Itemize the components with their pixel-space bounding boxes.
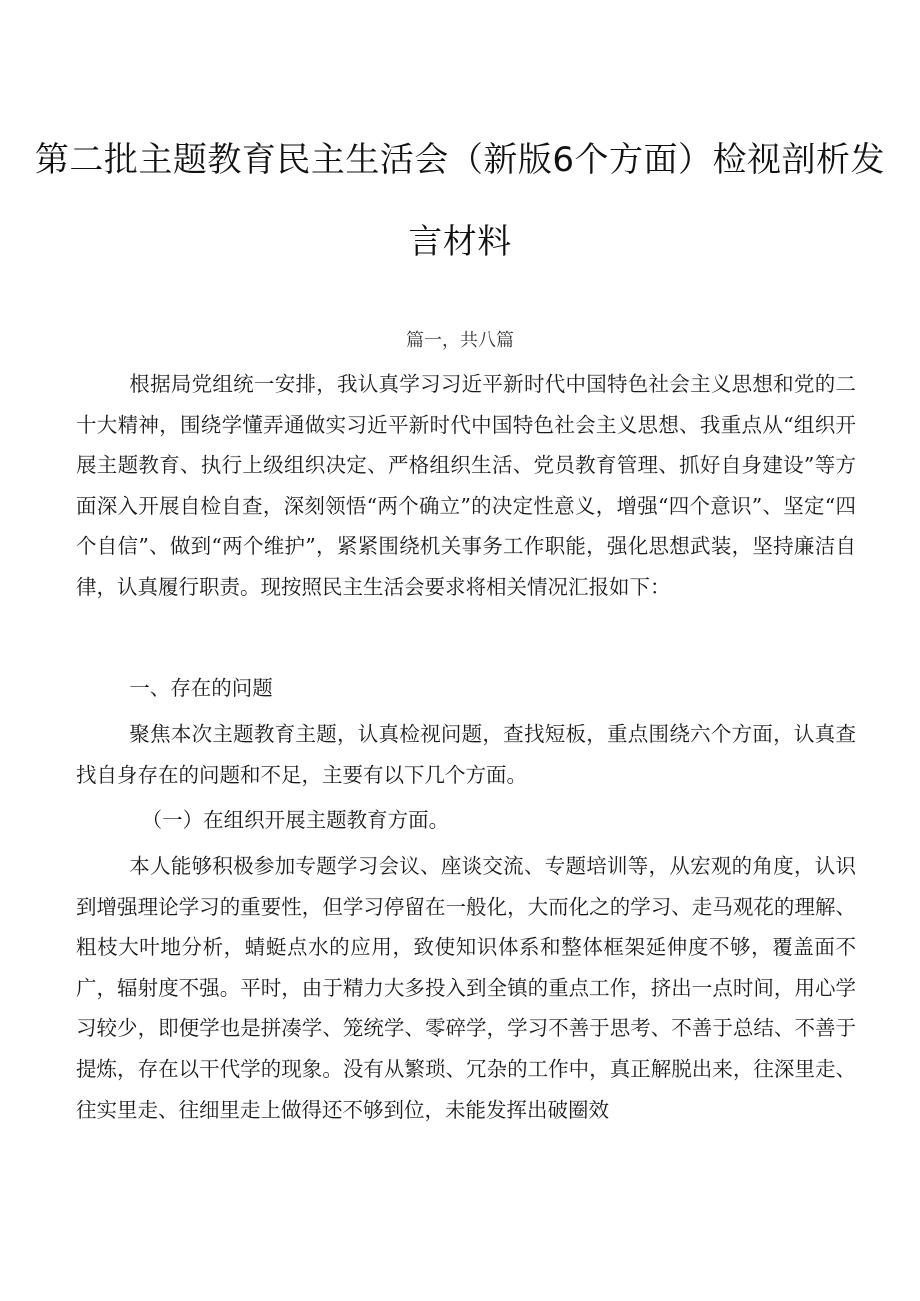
paragraph-intro: 根据局党组统一安排，我认真学习习近平新时代中国特色社会主义思想和党的二十大精神，围绕学懂弄通做实习近平新时代中国特色社会主义思想、我重点从“组织开展主题教育、执行上级组织决定、严格组织生活、党员教育管理、抓好自身建设”等方面深入开展自检自查，深刻领悟“两个确立”的决定性意义，增强“四个意识”、坚定“四个自信”、做到“两个维护”，紧紧围绕机关事务工作职能，强化思想武装，坚持廉洁自律，认真履行职责。现按照民主生活会要求将相关情况汇报如下：	[76, 372, 856, 599]
paragraph-detail-block	[76, 846, 856, 1130]
document-title-line-2: 言材料	[408, 222, 512, 262]
section-heading-block	[76, 668, 856, 709]
paragraph-detail: 本人能够积极参加专题学习会议、座谈交流、专题培训等，从宏观的角度，认识到增强理论学习的重要性，但学习停留在一般化，大而化之的学习、走马观花的理解、粗枝大叶地分析，蜻蜓点水的应用，致使知识体系和整体框架延伸度不够，覆盖面不广，辐射度不强。平时，由于精力大多投入到全镇的重点工作，挤出一点时间，用心学习较少，即便学也是拼凑学、笼统学、零碎学，学习不善于思考、不善于总结、不善于提炼，存在以干代学的现象。没有从繁琐、冗杂的工作中，真正解脱出来，往深里走、往实里走、往细里走上做得还不够到位，未能发挥出破圈效	[76, 854, 856, 1122]
document-title-line-1: 第二批主题教育民主生活会（新版6个方面）检视剖析发	[34, 140, 886, 180]
paragraph-focus: 聚焦本次主题教育主题，认真检视问题，查找短板，重点围绕六个方面，认真查找自身存在的问题和不足，主要有以下几个方面。	[76, 722, 856, 787]
subsection-heading-block	[76, 800, 856, 841]
document-subtitle: 篇一，共八篇	[406, 330, 514, 351]
paragraph-focus-block	[76, 714, 856, 795]
subsection-heading-1: （一）在组织开展主题教育方面。	[141, 808, 450, 832]
paragraph-intro-block	[76, 364, 856, 608]
section-heading-problems: 一、存在的问题	[129, 676, 273, 700]
